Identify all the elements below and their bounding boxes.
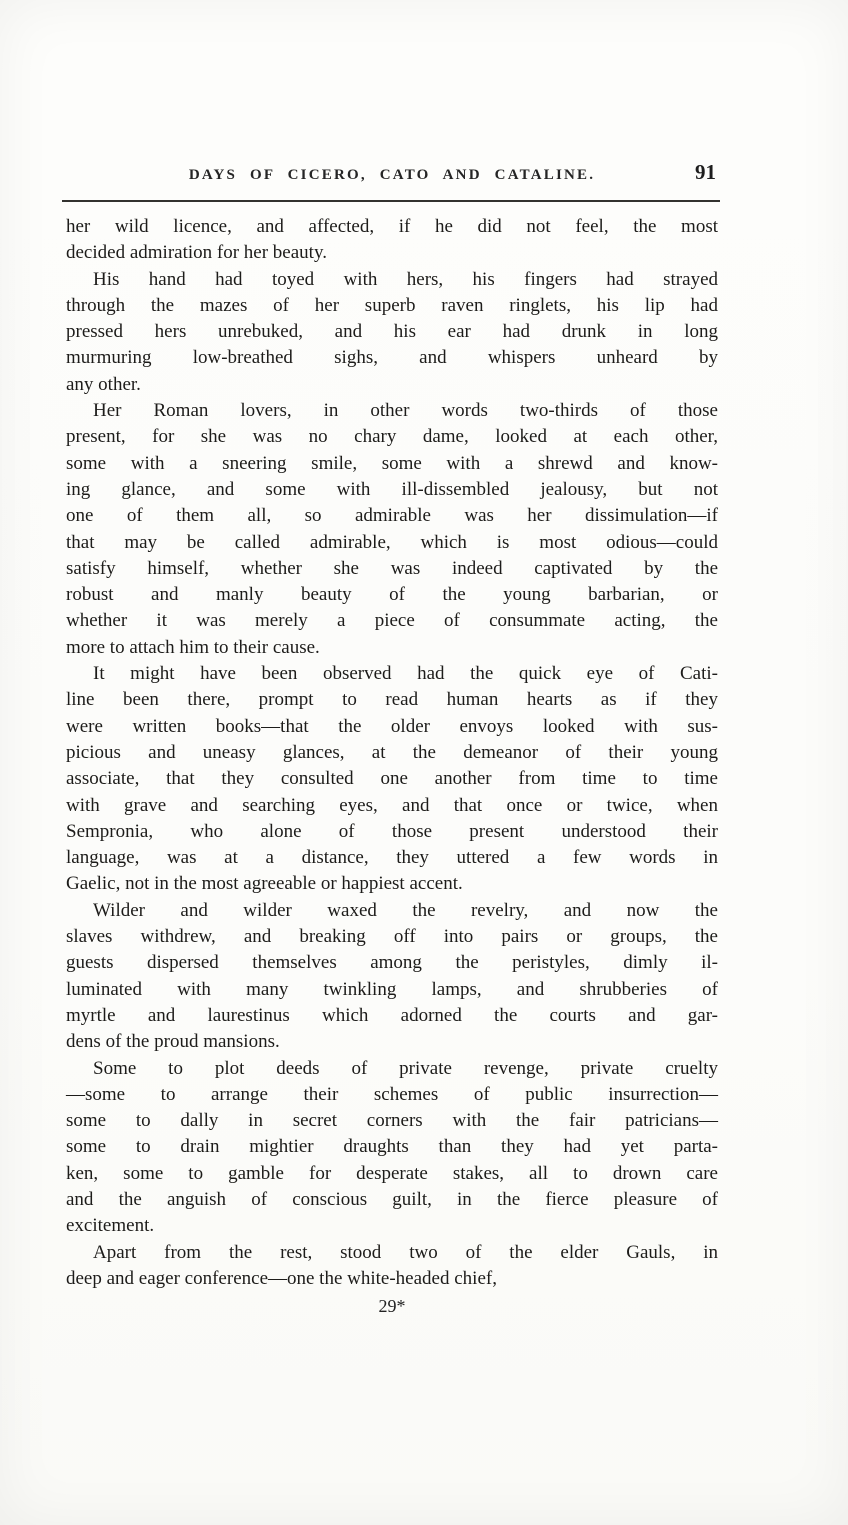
- text-line: language, was at a distance, they uttered a few words in: [66, 847, 718, 869]
- text-line: decided admiration for her beauty.: [66, 242, 327, 264]
- text-line: —some to arrange their schemes of public insurrection—: [66, 1083, 718, 1105]
- text-line: her wild licence, and affected, if he did not feel, the most: [66, 216, 718, 237]
- text-line: His hand had toyed with hers, his fingers had strayed: [93, 268, 718, 290]
- paragraph: [66, 1056, 718, 1240]
- page-body: [66, 214, 718, 1292]
- paragraph: [66, 267, 718, 398]
- text-line: guests dispersed themselves among the peristyles, dimly il-: [66, 952, 718, 974]
- text-line: that may be called admirable, which is most odious—could: [66, 531, 718, 553]
- text-line: myrtle and laurestinus which adorned the courts and gar-: [66, 1004, 718, 1026]
- text-line: murmuring low-breathed sighs, and whispers unheard by: [66, 347, 718, 369]
- text-line: Apart from the rest, stood two of the elder Gauls, in: [93, 1241, 718, 1263]
- paragraph: [66, 214, 718, 267]
- text-line: present, for she was no chary dame, looked at each other,: [66, 426, 718, 448]
- text-line: Gaelic, not in the most agreeable or happiest accent.: [66, 873, 463, 895]
- text-line: Some to plot deeds of private revenge, private cruelty: [93, 1057, 718, 1079]
- paragraph: [66, 1240, 718, 1293]
- text-line: robust and manly beauty of the young barbarian, or: [66, 584, 718, 606]
- text-line: ing glance, and some with ill-dissembled jealousy, but not: [66, 478, 718, 500]
- paragraph: [66, 898, 718, 1056]
- text-line: Wilder and wilder waxed the revelry, and now the: [93, 899, 718, 921]
- text-line: one of them all, so admirable was her dissimulation—if: [66, 505, 718, 527]
- text-line: were written books—that the older envoys looked with sus-: [66, 715, 718, 737]
- text-line: and the anguish of conscious guilt, in the fierce pleasure of: [66, 1188, 718, 1210]
- text-line: luminated with many twinkling lamps, and shrubberies of: [66, 978, 718, 1000]
- text-line: some to dally in secret corners with the fair patricians—: [66, 1110, 718, 1132]
- signature-mark: 29*: [378, 1296, 406, 1316]
- text-line: any other.: [66, 373, 141, 395]
- text-line: associate, that they consulted one another from time to time: [66, 768, 718, 790]
- header-rule: [62, 200, 720, 202]
- text-line: with grave and searching eyes, and that once or twice, when: [66, 794, 718, 816]
- text-line: pressed hers unrebuked, and his ear had drunk in long: [66, 321, 718, 343]
- text-line: It might have been observed had the quick eye of Cati-: [93, 663, 718, 685]
- paragraph: [66, 398, 718, 661]
- text-line: more to attach him to their cause.: [66, 636, 320, 658]
- paragraph: [66, 661, 718, 898]
- text-line: through the mazes of her superb raven ringlets, his lip had: [66, 294, 718, 316]
- text-line: deep and eager conference—one the white-headed chief,: [66, 1267, 497, 1289]
- text-line: Her Roman lovers, in other words two-thirds of those: [93, 400, 718, 422]
- text-line: Sempronia, who alone of those present understood their: [66, 820, 718, 842]
- text-line: picious and uneasy glances, at the demeanor of their young: [66, 741, 718, 763]
- text-line: some with a sneering smile, some with a shrewd and know-: [66, 452, 718, 474]
- running-title: DAYS OF CICERO, CATO AND CATALINE.: [188, 167, 596, 183]
- text-line: ken, some to gamble for desperate stakes, all to drown care: [66, 1162, 718, 1184]
- text-line: slaves withdrew, and breaking off into pairs or groups, the: [66, 926, 718, 948]
- text-line: some to drain mightier draughts than they had yet parta-: [66, 1136, 718, 1158]
- text-line: satisfy himself, whether she was indeed captivated by the: [66, 557, 718, 579]
- text-line: line been there, prompt to read human hearts as if they: [66, 689, 718, 711]
- page-header: [66, 160, 718, 193]
- text-line: excitement.: [66, 1215, 155, 1237]
- page-number: 91: [695, 160, 716, 184]
- text-line: whether it was merely a piece of consummate acting, the: [66, 610, 718, 632]
- text-line: dens of the proud mansions.: [66, 1031, 280, 1053]
